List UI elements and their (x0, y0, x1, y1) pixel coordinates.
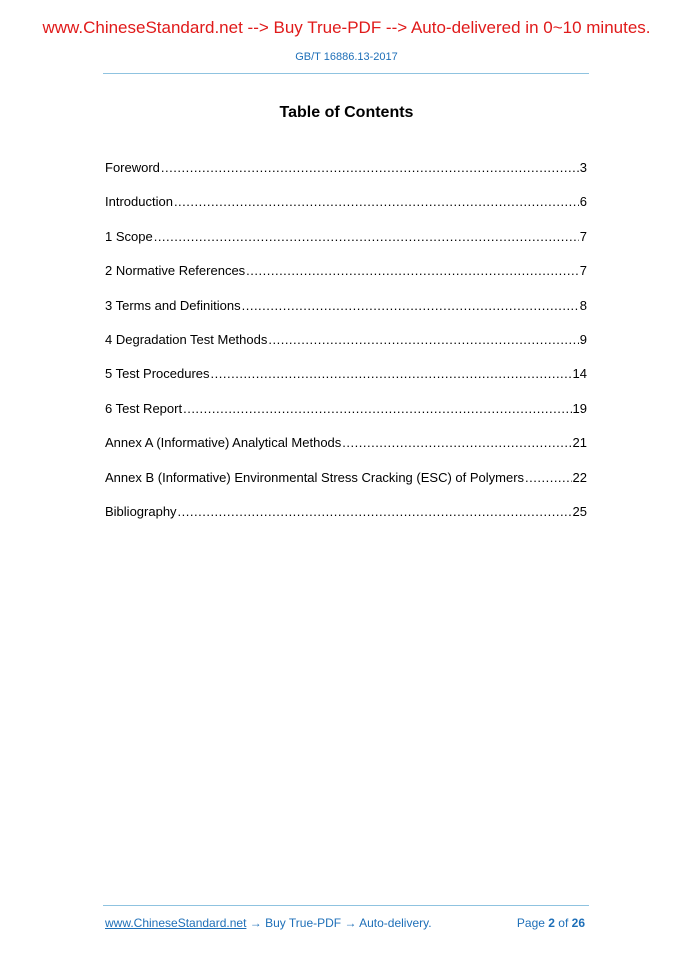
toc-entry-introduction[interactable] (105, 194, 587, 228)
toc-entry-annex-b[interactable] (105, 470, 587, 504)
toc-entry-page: 7 (579, 263, 587, 279)
toc-entry-label: Annex A (Informative) Analytical Methods (105, 435, 342, 451)
toc-entry-page: 9 (579, 331, 587, 347)
toc-leader-dots (246, 263, 579, 278)
toc-entry-scope[interactable] (105, 229, 587, 263)
page-total: 26 (571, 916, 585, 930)
toc-entry-page: 3 (579, 160, 587, 175)
toc-entry-terms-definitions[interactable] (105, 298, 587, 332)
toc-entry-label: 4 Degradation Test Methods (105, 331, 268, 347)
page-indicator (517, 916, 585, 930)
toc-entry-page: 21 (572, 435, 587, 451)
toc-leader-dots (174, 194, 579, 209)
toc-list (105, 160, 587, 538)
toc-entry-test-report[interactable] (105, 401, 587, 435)
toc-entry-label: Annex B (Informative) Environmental Stress Cracking (ESC) of Polymers (105, 469, 525, 485)
toc-entry-page: 19 (572, 400, 587, 416)
toc-entry-annex-a[interactable] (105, 435, 587, 469)
toc-leader-dots (242, 298, 579, 313)
toc-leader-dots (183, 401, 571, 416)
footer-promo (105, 916, 432, 930)
toc-entry-label: Foreword (105, 160, 160, 175)
header-divider (103, 73, 589, 74)
toc-leader-dots (211, 366, 572, 381)
toc-entry-degradation-test-methods[interactable] (105, 332, 587, 366)
toc-entry-page: 8 (579, 297, 587, 313)
toc-entry-page: 22 (572, 469, 587, 485)
toc-entry-page: 25 (572, 503, 587, 519)
toc-leader-dots (161, 160, 579, 175)
page-prefix: Page (516, 916, 549, 930)
page-current: 2 (548, 916, 555, 930)
toc-entry-page: 7 (579, 228, 587, 244)
toc-entry-normative-references[interactable] (105, 263, 587, 297)
promo-banner: www.ChineseStandard.net --> Buy True-PDF --> Auto-delivered in 0~10 minutes. (42, 18, 651, 37)
page-of: of (554, 916, 572, 930)
toc-entry-page: 6 (579, 194, 587, 210)
toc-entry-foreword[interactable] (105, 160, 587, 194)
toc-entry-label: 3 Terms and Definitions (105, 297, 241, 313)
toc-entry-label: 1 Scope (105, 228, 153, 244)
footer-tagline: → Buy True-PDF → Auto-delivery. (246, 916, 432, 930)
toc-entry-label: 6 Test Report (105, 400, 183, 416)
toc-leader-dots (342, 435, 571, 450)
toc-leader-dots (178, 504, 572, 519)
footer-site-link[interactable]: www.ChineseStandard.net (105, 916, 247, 930)
footer-divider (103, 905, 589, 906)
toc-title: Table of Contents (279, 104, 414, 121)
page-footer (105, 916, 585, 930)
toc-entry-test-procedures[interactable] (105, 366, 587, 400)
toc-entry-label: 2 Normative References (105, 263, 246, 279)
toc-leader-dots (525, 470, 572, 485)
toc-leader-dots (154, 229, 579, 244)
toc-leader-dots (268, 332, 578, 347)
toc-entry-page: 14 (572, 366, 587, 382)
toc-entry-label: Introduction (105, 194, 173, 210)
toc-entry-label: Bibliography (105, 503, 177, 519)
toc-entry-label: 5 Test Procedures (105, 366, 210, 382)
standard-code-header: GB/T 16886.13-2017 (295, 51, 398, 63)
toc-entry-bibliography[interactable] (105, 504, 587, 538)
